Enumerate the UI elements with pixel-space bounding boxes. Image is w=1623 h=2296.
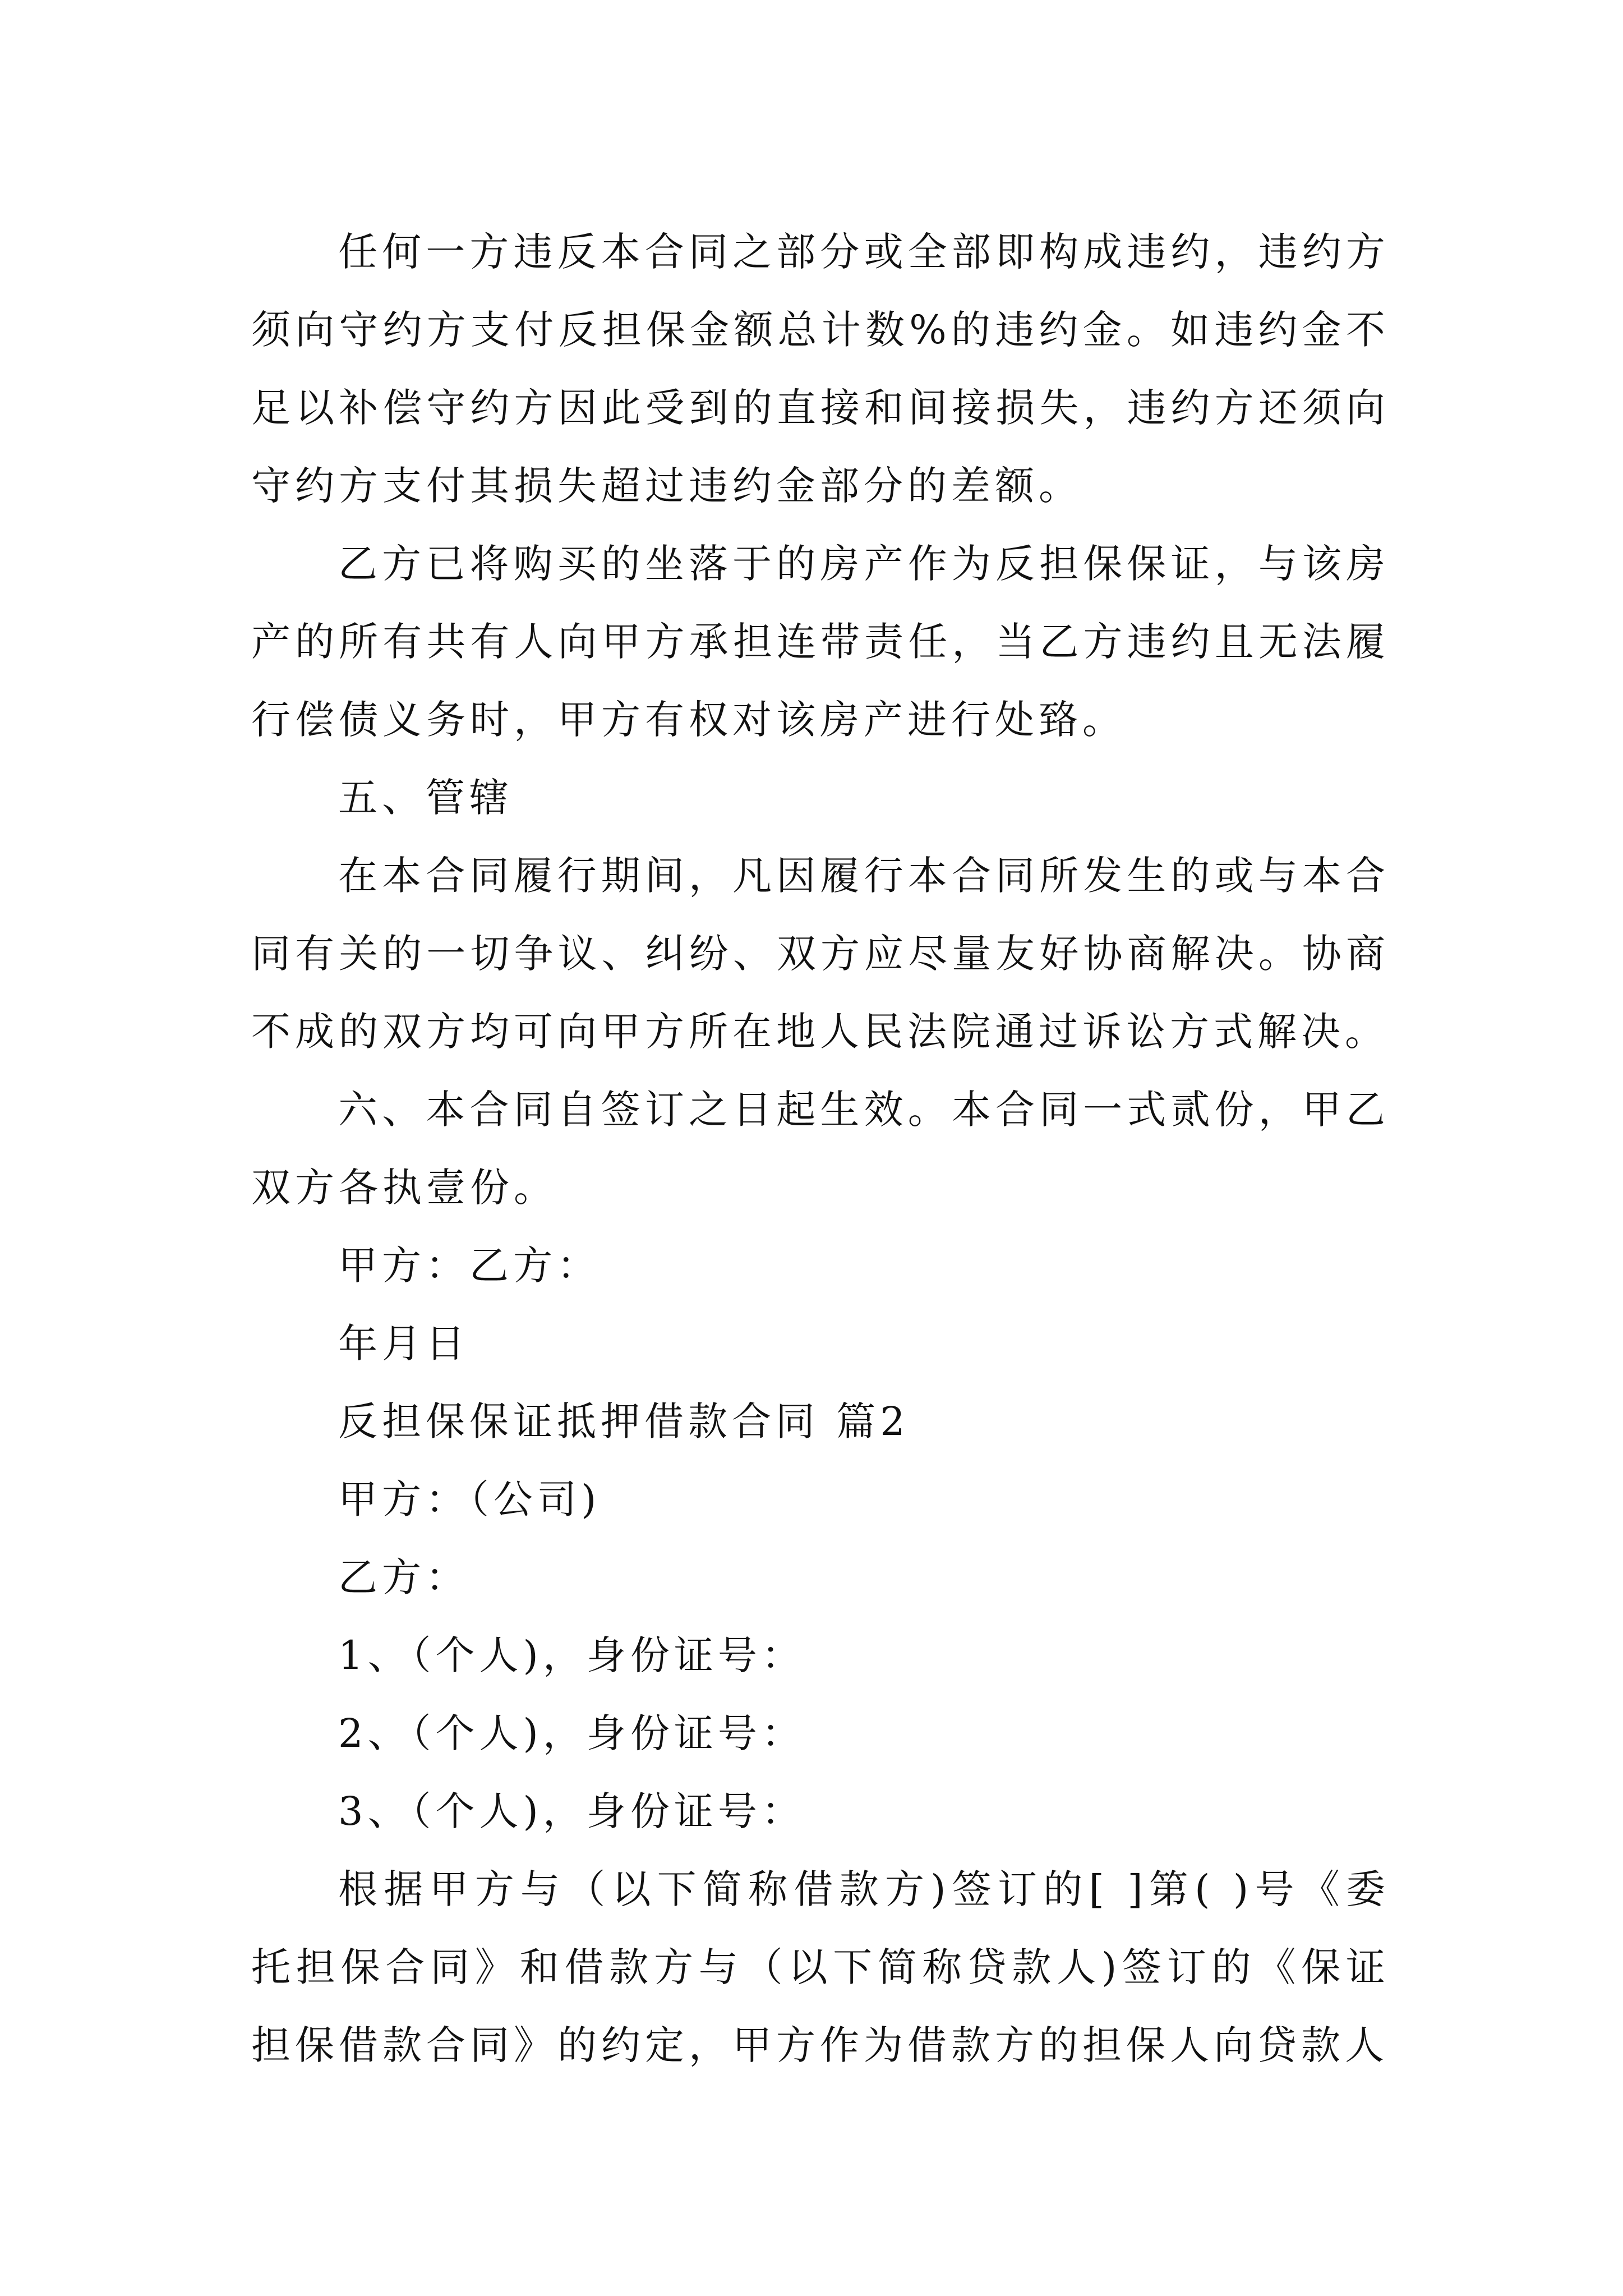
paragraph-contract-basis: 根据甲方与（以下简称借款方)签订的[ ]第( )号《委托担保合同》和借款方与（以下简称贷款人)签订的《保证担保借款合同》的约定，甲方作为借款方的担保人向贷款人 — [251, 1866, 1390, 2068]
party-b-person-1: 1、（个人)，身份证号： — [338, 1632, 805, 1678]
party-b-line: 乙方： — [338, 1554, 469, 1600]
document-body — [251, 213, 1390, 2085]
contract-title: 反担保保证抵押借款合同 篇2 — [338, 1398, 910, 1444]
party-b-person-3: 3、（个人)，身份证号： — [338, 1788, 805, 1834]
paragraph-dispute-resolution: 在本合同履行期间，凡因履行本合同所发生的或与本合同有关的一切争议、纠纷、双方应尽量友好协商解决。协商不成的双方均可向甲方所在地人民法院通过诉讼方式解决。 — [251, 853, 1390, 1055]
party-a-line: 甲方：（公司) — [338, 1476, 601, 1522]
paragraph-breach-penalty: 任何一方违反本合同之部分或全部即构成违约，违约方须向守约方支付反担保金额总计数%的违约金。如违约金不足以补偿守约方因此受到的直接和间接损失，违约方还须向守约方支付其损失超过违约金部分的差额。 — [251, 229, 1390, 509]
section-heading-jurisdiction: 五、管辖 — [338, 775, 513, 821]
signature-date: 年月日 — [338, 1320, 469, 1366]
party-b-person-2: 2、（个人)，身份证号： — [338, 1710, 805, 1756]
signature-parties: 甲方：乙方： — [338, 1243, 601, 1289]
paragraph-property-guarantee: 乙方已将购买的坐落于的房产作为反担保保证，与该房产的所有共有人向甲方承担连带责任，当乙方违约且无法履行偿债义务时，甲方有权对该房产进行处臵。 — [251, 541, 1390, 743]
paragraph-effective-date: 六、本合同自签订之日起生效。本合同一式贰份，甲乙双方各执壹份。 — [251, 1087, 1390, 1211]
